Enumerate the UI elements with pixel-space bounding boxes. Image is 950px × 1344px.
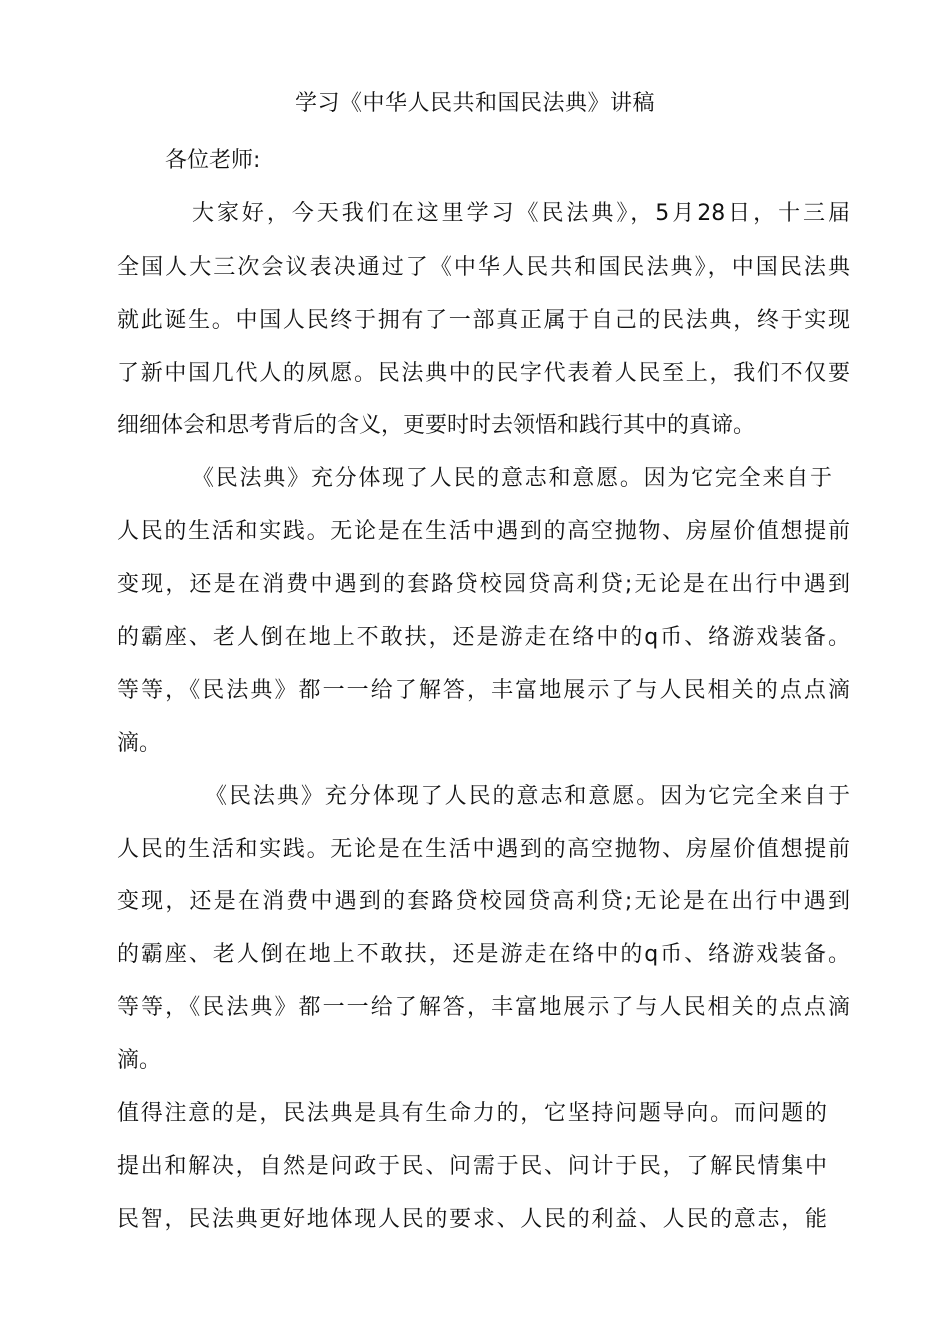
paragraph-3-line-5: 等等，《民法典》都一一给了解答，丰富地展示了与人民相关的点点滴 xyxy=(117,995,850,1020)
paragraph-3-line-3: 变现，还是在消费中遇到的套路贷校园贷高利贷;无论是在出行中遇到 xyxy=(117,889,850,914)
paragraph-2-line-3: 变现，还是在消费中遇到的套路贷校园贷高利贷;无论是在出行中遇到 xyxy=(117,572,850,597)
paragraph-3-line-2: 人民的生活和实践。无论是在生活中遇到的高空抛物、房屋价值想提前 xyxy=(117,837,850,862)
paragraph-1-line-5: 细细体会和思考背后的含义，更要时时去领悟和践行其中的真谛。 xyxy=(117,413,756,438)
paragraph-1-line-2: 全国人大三次会议表决通过了《中华人民共和国民法典》，中国民法典 xyxy=(117,255,850,280)
paragraph-2-line-6: 滴。 xyxy=(117,731,162,756)
paragraph-4-line-1: 值得注意的是，民法典是具有生命力的，它坚持问题导向。而问题的 xyxy=(117,1101,827,1126)
paragraph-2-line-1: 《民法典》充分体现了人民的意志和意愿。因为它完全来自于 xyxy=(192,466,832,491)
paragraph-4-line-2: 提出和解决，自然是问政于民、问需于民、问计于民，了解民情集中 xyxy=(117,1154,827,1179)
paragraph-3-line-1: 《民法典》充分体现了人民的意志和意愿。因为它完全来自于 xyxy=(205,784,850,809)
paragraph-2-line-4: 的霸座、老人倒在地上不敢扶，还是游走在络中的q币、络游戏装备。 xyxy=(117,625,850,650)
paragraph-2-line-5: 等等，《民法典》都一一给了解答，丰富地展示了与人民相关的点点滴 xyxy=(117,678,850,703)
paragraph-3-line-4: 的霸座、老人倒在地上不敢扶，还是游走在络中的q币、络游戏装备。 xyxy=(117,942,850,967)
document-title: 学习《中华人民共和国民法典》讲稿 xyxy=(294,91,655,116)
paragraph-3-line-6: 滴。 xyxy=(117,1048,162,1073)
salutation: 各位老师: xyxy=(165,148,261,173)
paragraph-2-line-2: 人民的生活和实践。无论是在生活中遇到的高空抛物、房屋价值想提前 xyxy=(117,519,850,544)
paragraph-1-line-3: 就此诞生。中国人民终于拥有了一部真正属于自己的民法典，终于实现 xyxy=(117,308,850,333)
paragraph-1-line-1: 大家好，今天我们在这里学习《民法典》，5月28日，十三届 xyxy=(192,201,850,226)
paragraph-1-line-4: 了新中国几代人的夙愿。民法典中的民字代表着人民至上，我们不仅要 xyxy=(117,361,850,386)
paragraph-4-line-3: 民智，民法典更好地体现人民的要求、人民的利益、人民的意志，能 xyxy=(117,1207,827,1232)
